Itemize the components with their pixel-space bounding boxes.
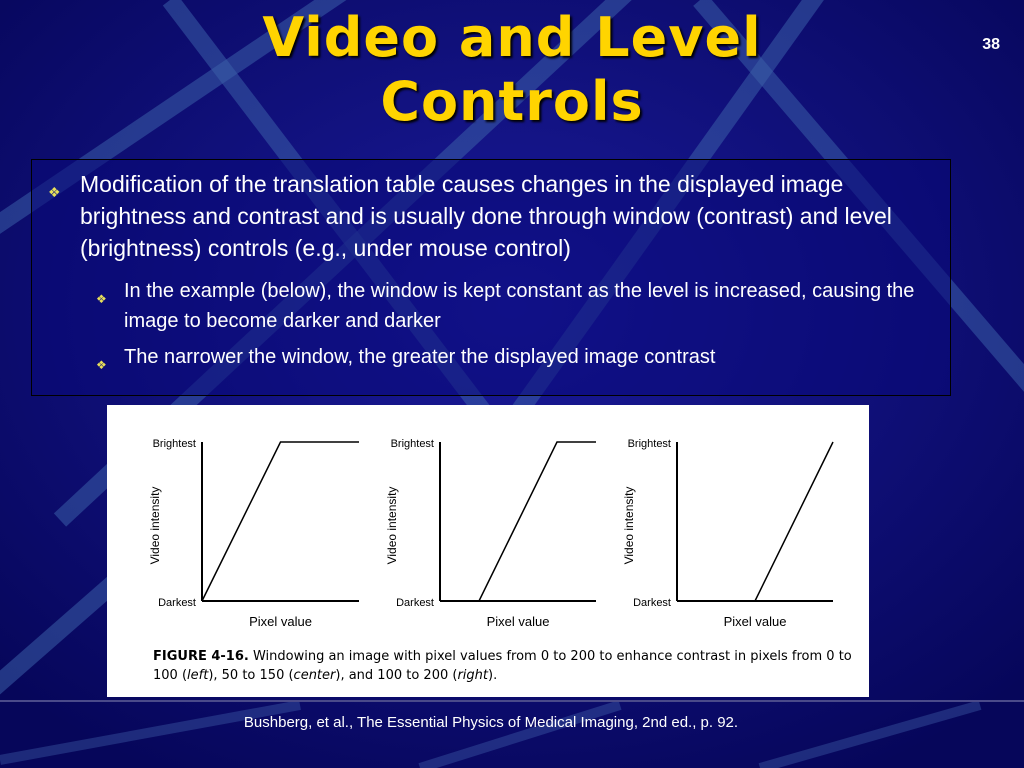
window-level-curve — [202, 442, 359, 601]
x-axis-label: Pixel value — [486, 614, 550, 629]
brightest-label: Brightest — [390, 438, 434, 450]
caption-text-4: ). — [488, 668, 498, 683]
darkest-label: Darkest — [396, 597, 434, 609]
y-axis-label: Video intensity — [622, 486, 636, 565]
x-axis-label: Pixel value — [249, 614, 312, 629]
window-level-curve — [440, 442, 596, 601]
brightest-label: Brightest — [627, 438, 671, 450]
sub-bullet-2 — [96, 342, 916, 372]
diamond-bullet-icon: ❖ — [96, 358, 107, 372]
darkest-label: Darkest — [633, 597, 671, 609]
figure-caption — [153, 647, 853, 685]
footer-divider — [0, 700, 1024, 702]
caption-right: right — [457, 668, 488, 683]
title-line-1: Video and Level — [262, 6, 762, 69]
slide-title — [212, 6, 812, 134]
figure-panel — [107, 405, 869, 697]
darkest-label: Darkest — [158, 597, 196, 609]
windowing-figure — [107, 405, 869, 645]
sub-bullet-1-text: In the example (below), the window is kept constant as the level is increased, causing the image to become darker and darker — [124, 280, 915, 332]
slide-number: 38 — [982, 36, 1000, 53]
x-axis-label: Pixel value — [723, 614, 787, 629]
window-level-curve — [677, 442, 833, 601]
caption-label: FIGURE 4-16. — [153, 649, 249, 664]
y-axis-label: Video intensity — [148, 486, 162, 565]
brightest-label: Brightest — [152, 438, 196, 450]
caption-text-2: ), 50 to 150 ( — [208, 668, 294, 683]
bullet-1-text: Modification of the translation table causes changes in the displayed image brightness and contrast and is usually done through window (contrast) and level (brightness) controls (e.g., under mouse control) — [80, 171, 892, 261]
diamond-bullet-icon: ❖ — [96, 292, 107, 306]
caption-center: center — [293, 668, 336, 683]
diamond-bullet-icon: ❖ — [48, 184, 61, 200]
sub-bullet-1 — [96, 276, 916, 336]
bullet-1 — [48, 168, 928, 264]
title-line-2: Controls — [380, 70, 644, 133]
caption-left: left — [187, 668, 209, 683]
caption-text-1: Windowing an image with pixel values from 0 to 200 to enhance contrast in pixels from 0 to 100 ( — [153, 649, 852, 683]
citation: Bushberg, et al., The Essential Physics of Medical Imaging, 2nd ed., p. 92. — [243, 714, 739, 731]
sub-bullet-2-text: The narrower the window, the greater the displayed image contrast — [124, 346, 716, 368]
y-axis-label: Video intensity — [385, 486, 399, 565]
caption-text-3: ), and 100 to 200 ( — [335, 668, 458, 683]
